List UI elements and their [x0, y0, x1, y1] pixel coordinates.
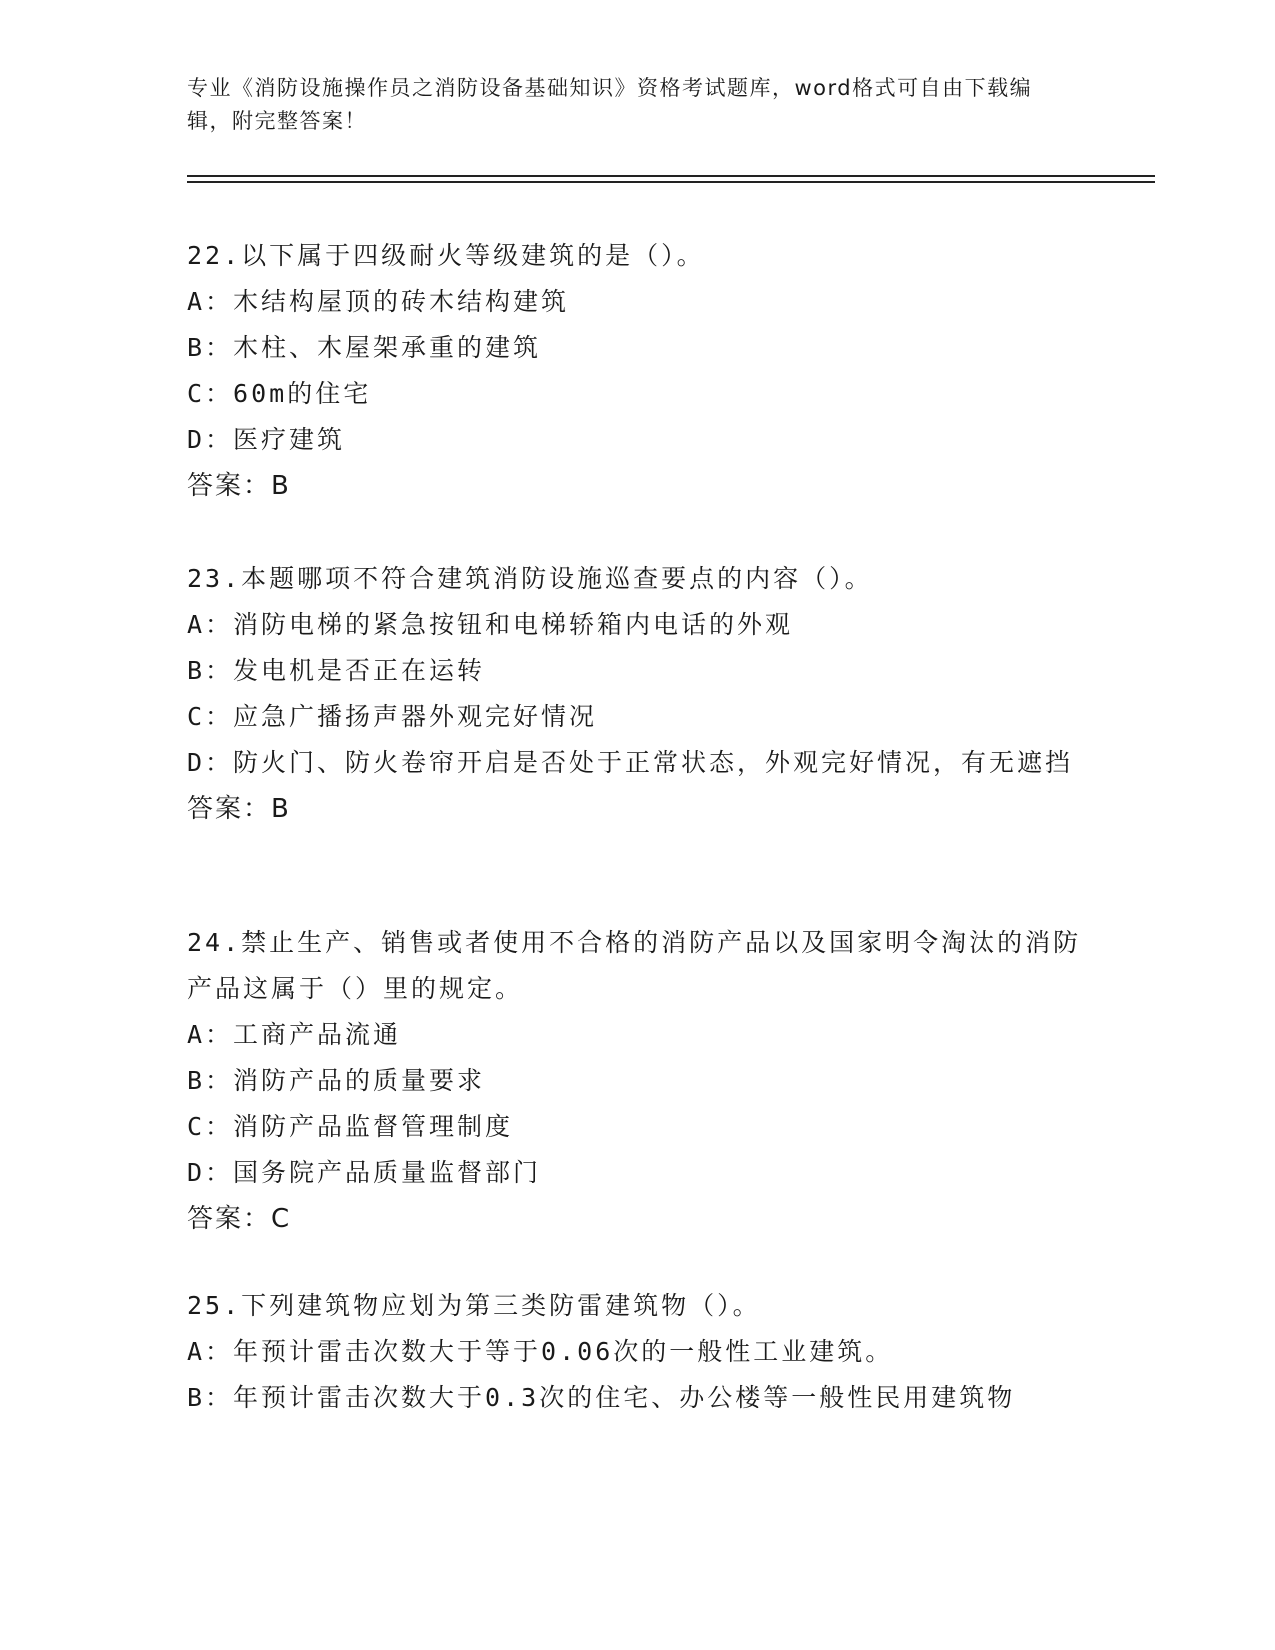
option-c: C：应急广播扬声器外观完好情况 [187, 702, 598, 731]
option-a: A：消防电梯的紧急按钮和电梯轿箱内电话的外观 [187, 610, 794, 639]
question-22 [187, 233, 1087, 509]
option-c: C：60m的住宅 [187, 379, 372, 408]
answer: 答案：C [187, 1204, 292, 1234]
option-c: C：消防产品监督管理制度 [187, 1112, 514, 1141]
option-b: B：木柱、木屋架承重的建筑 [187, 333, 542, 362]
question-stem: 25.下列建筑物应划为第三类防雷建筑物（）。 [187, 1291, 761, 1320]
question-24 [187, 920, 1087, 1242]
header-divider-bottom [187, 181, 1155, 183]
answer: 答案：B [187, 471, 291, 501]
option-b: B：发电机是否正在运转 [187, 656, 486, 685]
option-a: A：年预计雷击次数大于等于0.06次的一般性工业建筑。 [187, 1337, 894, 1366]
option-a: A：木结构屋顶的砖木结构建筑 [187, 287, 570, 316]
question-stem: 23.本题哪项不符合建筑消防设施巡查要点的内容（）。 [187, 564, 873, 593]
option-d: D：国务院产品质量监督部门 [187, 1158, 542, 1187]
option-a: A：工商产品流通 [187, 1020, 402, 1049]
question-23 [187, 556, 1087, 832]
option-d: D：医疗建筑 [187, 425, 346, 454]
answer: 答案：B [187, 794, 291, 824]
header-divider-top [187, 175, 1155, 177]
option-b: B：消防产品的质量要求 [187, 1066, 486, 1095]
option-d: D：防火门、防火卷帘开启是否处于正常状态，外观完好情况，有无遮挡 [187, 748, 1074, 777]
document-header: 专业《消防设施操作员之消防设备基础知识》资格考试题库，word格式可自由下载编辑，附完整答案！ [187, 76, 1033, 133]
option-b: B：年预计雷击次数大于0.3次的住宅、办公楼等一般性民用建筑物 [187, 1383, 1016, 1412]
question-25 [187, 1283, 1087, 1421]
question-stem: 22.以下属于四级耐火等级建筑的是（）。 [187, 241, 705, 270]
question-stem: 24.禁止生产、销售或者使用不合格的消防产品以及国家明令淘汰的消防产品这属于（）里的规定。 [187, 928, 1082, 1003]
